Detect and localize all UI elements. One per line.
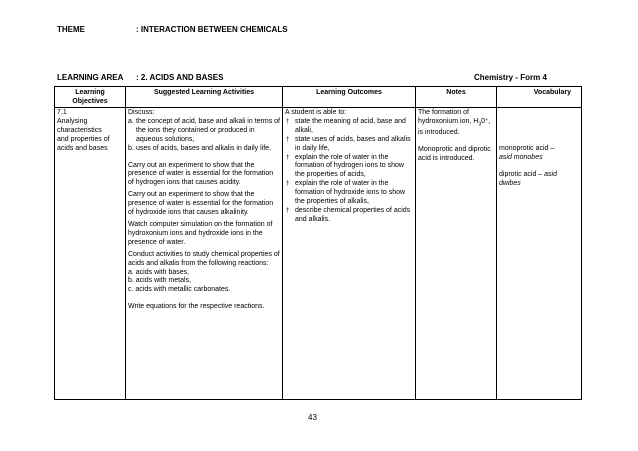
vocab-translation [499, 180, 579, 189]
bullet-icon: † [286, 118, 290, 125]
outcomes-intro: A student is able to: [285, 109, 347, 116]
note-text: The formation of hydroxonium ion, H [418, 109, 479, 125]
vocab-term [499, 171, 579, 180]
learning-area-value: : 2. ACIDS AND BASES [136, 73, 224, 82]
bullet-icon: † [286, 136, 290, 143]
item-text: uses of acids, bases and alkalis in daily life. [136, 144, 272, 152]
note-hydroxonium [418, 109, 494, 138]
reaction-item: b. acids with metals, [128, 277, 192, 285]
vocab-translation [499, 154, 579, 163]
theme-label: THEME [57, 25, 85, 34]
notes-cell [416, 108, 497, 400]
objective-number: 7.1 [57, 109, 67, 116]
table-header-row [55, 87, 582, 108]
lesson-plan-table [54, 86, 582, 400]
outcome-text: explain the role of water in the formation of hydroxide ions to show the properties of alkalis, [295, 180, 406, 206]
vocab-italic: asid [544, 170, 557, 178]
conduct-activity: Conduct activities to study chemical properties of acids and alkalis from the following reactions: [128, 250, 280, 267]
outcome-item [285, 154, 413, 181]
outcome-item [285, 136, 413, 154]
page-number: 43 [308, 413, 317, 422]
note-text: 0⁺, is introduced. [418, 117, 491, 137]
header-learning-objectives: Learning Objectives [55, 87, 126, 108]
vocab-term-text: diprotic acid – [499, 170, 543, 178]
learning-area-label: LEARNING AREA [57, 73, 124, 82]
outcome-item [285, 207, 413, 225]
subject-form: Chemistry - Form 4 [474, 73, 547, 82]
objective-line: and properties of [57, 135, 110, 143]
outcome-text: state uses of acids, bases and alkalis in daily life, [295, 135, 411, 152]
objective-line: characteristics [57, 126, 102, 134]
note-subscript: 3 [478, 121, 482, 128]
vocabulary-cell [497, 108, 582, 400]
equations-activity: Write equations for the respective reactions. [128, 303, 265, 311]
header-suggested-activities: Suggested Learning Activities [126, 87, 283, 108]
bullet-icon: † [286, 181, 290, 188]
header-vocabulary: Vocabulary [497, 87, 582, 108]
discuss-label: Discuss: [128, 109, 155, 116]
bullet-icon: † [286, 207, 290, 214]
outcome-text: explain the role of water in the formation of hydrogen ions to show the properties of acids, [295, 153, 404, 179]
experiment-alkali: Carry out an experiment to show that the presence of water is essential for the formation of hydroxide ions that causes alkalinity. [128, 191, 274, 217]
objective-line: acids and bases [57, 144, 108, 152]
reaction-item: c. acids with metallic carbonates. [128, 286, 231, 294]
outcomes-cell [283, 108, 416, 400]
outcome-item [285, 118, 413, 136]
theme-value: : INTERACTION BETWEEN CHEMICALS [136, 25, 288, 34]
outcome-text: state the meaning of acid, base and alkali, [295, 117, 406, 134]
header-notes: Notes [416, 87, 497, 108]
vocab-italic: dwibes [499, 179, 521, 187]
vocab-term: monoprotic acid – [499, 145, 555, 152]
objective-line: Analysing [57, 117, 88, 125]
item-text: the concept of acid, base and alkali in terms of the ions they contained or produced in aqueous solutions, [136, 117, 280, 143]
simulation-activity: Watch computer simulation on the formation of hydroxonium ions and hydroxide ions in the presence of water. [128, 220, 273, 246]
outcome-item [285, 180, 413, 207]
header-learning-outcomes: Learning Outcomes [283, 87, 416, 108]
discuss-item-b [128, 145, 280, 154]
table-row [55, 108, 582, 400]
bullet-icon: † [286, 154, 290, 161]
experiment-acid: Carry out an experiment to show that the presence of water is essential for the formation of hydrogen ions that causes acidity. [128, 161, 274, 187]
item-marker: b. [128, 144, 134, 152]
discuss-item-a [128, 118, 280, 145]
activities-cell [126, 108, 283, 400]
item-marker: a. [128, 117, 134, 125]
vocab-italic: asid monobes [499, 153, 543, 161]
outcome-text: describe chemical properties of acids and alkalis. [295, 206, 411, 223]
reaction-item: a. acids with bases, [128, 268, 190, 276]
note-protic: Monoprotic and diprotic acid is introduced. [418, 146, 491, 163]
objective-cell [55, 108, 126, 400]
